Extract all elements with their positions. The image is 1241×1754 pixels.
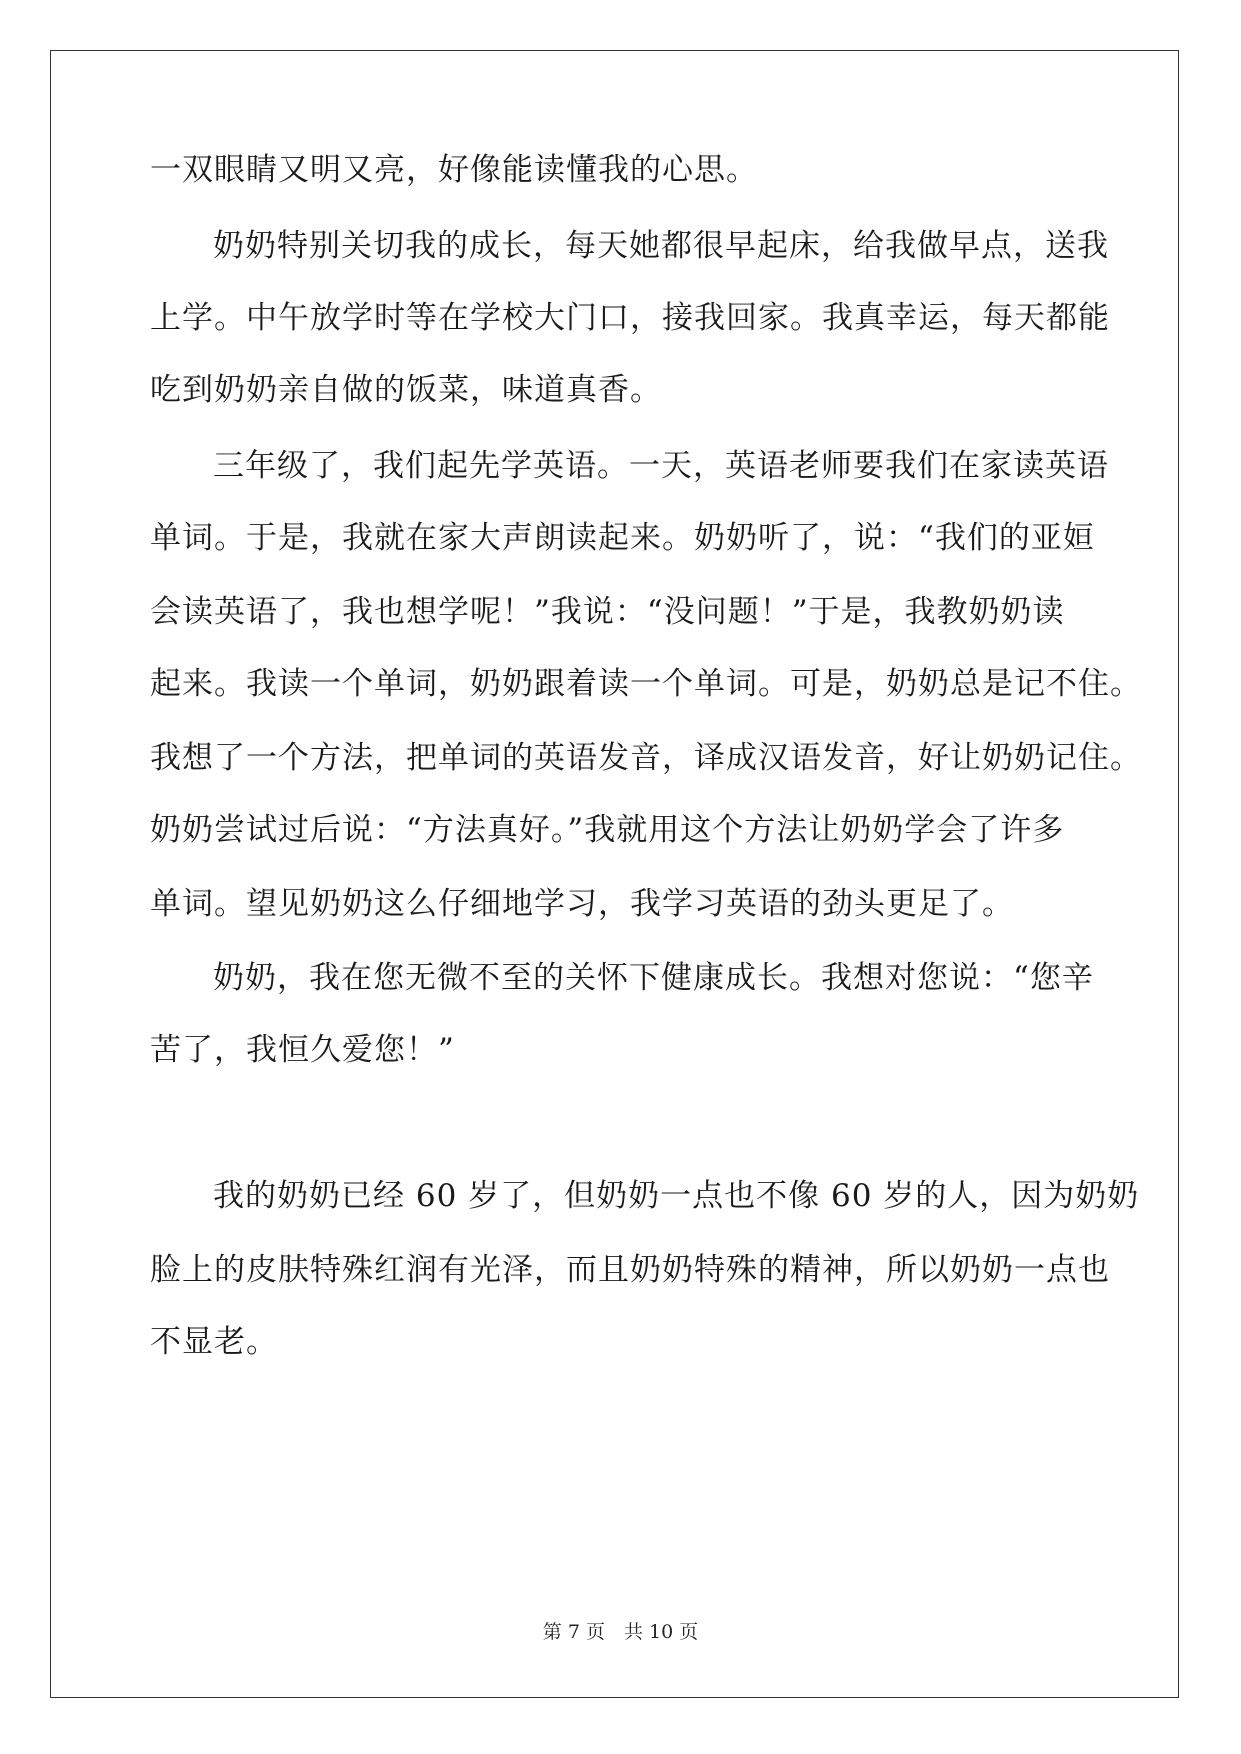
text-line: 脸上的皮肤特殊红润有光泽，而且奶奶特殊的精神，所以奶奶一点也 (150, 1252, 1110, 1288)
text-line: 单词。于是，我就在家大声朗读起来。奶奶听了，说：“我们的亚姮 (150, 520, 1095, 556)
text-line: 不显老。 (150, 1324, 278, 1360)
text-line: 上学。中午放学时等在学校大门口，接我回家。我真幸运，每天都能 (150, 300, 1110, 336)
text-line: 起来。我读一个单词，奶奶跟着读一个单词。可是，奶奶总是记不住。 (150, 666, 1142, 702)
text-line: 奶奶尝试过后说：“方法真好。”我就用这个方法让奶奶学会了许多 (150, 812, 1065, 848)
text-line: 苦了，我恒久爱您！” (150, 1032, 455, 1068)
text-line: 吃到奶奶亲自做的饭菜，味道真香。 (150, 372, 662, 408)
text-line: 会读英语了，我也想学呢！”我说：“没问题！”于是，我教奶奶读 (150, 594, 1065, 630)
text-line: 奶奶特别关切我的成长，每天她都很早起床，给我做早点，送我 (213, 228, 1109, 264)
text-line: 奶奶，我在您无微不至的关怀下健康成长。我想对您说：“您辛 (213, 960, 1094, 996)
text-line: 我想了一个方法，把单词的英语发音，译成汉语发音，好让奶奶记住。 (150, 740, 1142, 776)
text-line: 单词。望见奶奶这么仔细地学习，我学习英语的劲头更足了。 (150, 886, 1014, 922)
page-number-footer: 第 7 页 共 10 页 (542, 1621, 699, 1643)
text-line: 我的奶奶已经 60 岁了，但奶奶一点也不像 60 岁的人，因为奶奶 (213, 1178, 1140, 1214)
text-line: 一双眼睛又明又亮，好像能读懂我的心思。 (150, 152, 758, 188)
text-line: 三年级了，我们起先学英语。一天，英语老师要我们在家读英语 (213, 448, 1109, 484)
